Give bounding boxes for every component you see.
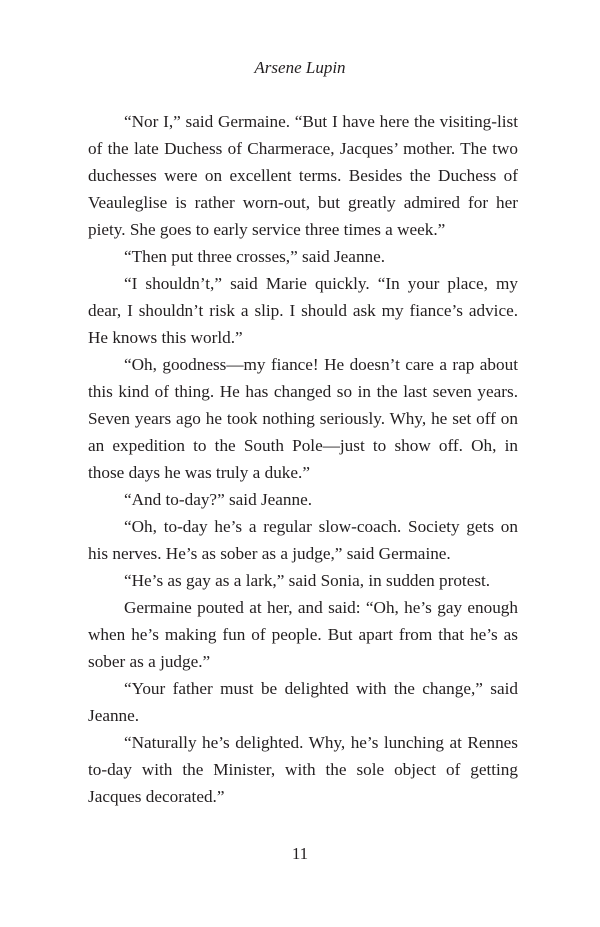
paragraph: “He’s as gay as a lark,” said Sonia, in sudden protest. (124, 571, 491, 590)
paragraph: “Nor I,” said Germaine. “But I have here the visiting-list of the late Duchess of Charmerace, Jacques’ mother. The two duchesses were on excellent terms. Besides the Duchess of Veauleglise is rather worn-out, but greatly admired for her piety. She goes to early service three times a week.” (88, 112, 518, 239)
paragraph: “Your father must be delighted with the change,” said Jeanne. (88, 679, 518, 725)
paragraph: “I shouldn’t,” said Marie quickly. “In your place, my dear, I shouldn’t risk a slip. I should ask my fiance’s advice. He knows this world.” (88, 274, 518, 347)
paragraph: “Then put three crosses,” said Jeanne. (124, 247, 386, 266)
running-head: Arsene Lupin (254, 58, 346, 77)
body-text (88, 108, 518, 810)
paragraph: Germaine pouted at her, and said: “Oh, he’s gay enough when he’s making fun of people. But apart from that he’s as sober as a judge.” (88, 598, 518, 671)
paragraph: “Naturally he’s delighted. Why, he’s lunching at Rennes to-day with the Minister, with the sole object of getting Jacques decorated.” (88, 733, 518, 806)
page-number: 11 (291, 844, 309, 863)
paragraph: “And to-day?” said Jeanne. (124, 490, 313, 509)
paragraph: “Oh, goodness—my fiance! He doesn’t care a rap about this kind of thing. He has changed so in the last seven years. Seven years ago he took nothing seriously. Why, he set off on an expedition to the South Pole—just to show off. Oh, in those days he was truly a duke.” (88, 355, 518, 482)
paragraph: “Oh, to-day he’s a regular slow-coach. Society gets on his nerves. He’s as sober as a judge,” said Germaine. (88, 517, 518, 563)
